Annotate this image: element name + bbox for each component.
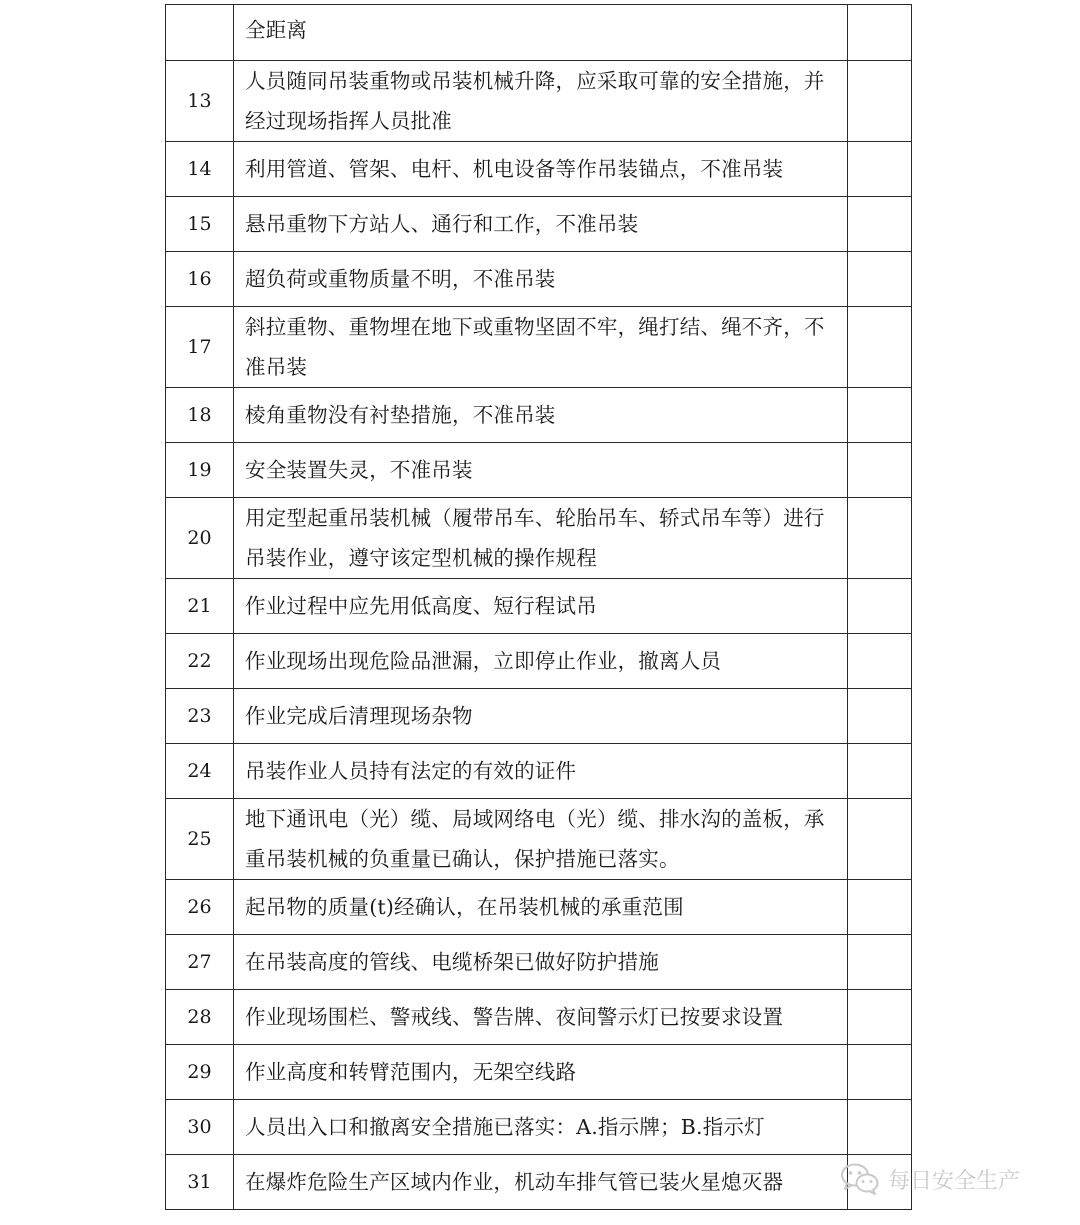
- row-check-cell: [848, 1045, 912, 1100]
- row-check-cell: [848, 197, 912, 252]
- row-item-text: 起吊物的质量(t)经确认，在吊装机械的承重范围: [234, 880, 848, 935]
- row-check-cell: [848, 5, 912, 61]
- table-row: [166, 142, 912, 197]
- row-number: 18: [166, 388, 234, 443]
- row-check-cell: [848, 307, 912, 388]
- row-number: 31: [166, 1155, 234, 1210]
- row-item-text: 在爆炸危险生产区域内作业，机动车排气管已装火星熄灭器: [234, 1155, 848, 1210]
- row-check-cell: [848, 252, 912, 307]
- checklist-table: [165, 4, 912, 1210]
- row-number: 20: [166, 498, 234, 579]
- row-item-text: 利用管道、管架、电杆、机电设备等作吊装锚点，不准吊装: [234, 142, 848, 197]
- row-item-text: 地下通讯电（光）缆、局域网络电（光）缆、排水沟的盖板，承重吊装机械的负重量已确认，保护措施已落实。: [234, 799, 848, 880]
- row-number: 13: [166, 61, 234, 142]
- row-item-text: 作业现场出现危险品泄漏，立即停止作业，撤离人员: [234, 634, 848, 689]
- row-item-text: 安全装置失灵，不准吊装: [234, 443, 848, 498]
- table-row: [166, 634, 912, 689]
- row-item-text: 作业完成后清理现场杂物: [234, 689, 848, 744]
- row-item-text: 棱角重物没有衬垫措施，不准吊装: [234, 388, 848, 443]
- row-check-cell: [848, 1100, 912, 1155]
- row-check-cell: [848, 634, 912, 689]
- row-number: 29: [166, 1045, 234, 1100]
- table-row: [166, 689, 912, 744]
- row-item-text: 悬吊重物下方站人、通行和工作，不准吊装: [234, 197, 848, 252]
- table-row: [166, 197, 912, 252]
- row-number: 16: [166, 252, 234, 307]
- row-number: 23: [166, 689, 234, 744]
- row-check-cell: [848, 689, 912, 744]
- row-check-cell: [848, 443, 912, 498]
- row-number: 27: [166, 935, 234, 990]
- table-row: [166, 498, 912, 579]
- table-row: [166, 443, 912, 498]
- row-item-text: 斜拉重物、重物埋在地下或重物坚固不牢，绳打结、绳不齐，不准吊装: [234, 307, 848, 388]
- row-item-text: 超负荷或重物质量不明，不准吊装: [234, 252, 848, 307]
- watermark: [840, 1158, 1020, 1200]
- row-number: 30: [166, 1100, 234, 1155]
- row-number: 17: [166, 307, 234, 388]
- row-check-cell: [848, 498, 912, 579]
- row-number: 25: [166, 799, 234, 880]
- row-check-cell: [848, 880, 912, 935]
- table-row: [166, 880, 912, 935]
- table-row: [166, 744, 912, 799]
- row-check-cell: [848, 388, 912, 443]
- table-row: [166, 388, 912, 443]
- table-row: [166, 252, 912, 307]
- table-row: [166, 799, 912, 880]
- row-item-text: 作业过程中应先用低高度、短行程试吊: [234, 579, 848, 634]
- table-row: [166, 1100, 912, 1155]
- row-number: 21: [166, 579, 234, 634]
- row-number: 14: [166, 142, 234, 197]
- row-check-cell: [848, 142, 912, 197]
- row-item-text: 作业现场围栏、警戒线、警告牌、夜间警示灯已按要求设置: [234, 990, 848, 1045]
- row-item-text: 作业高度和转臂范围内，无架空线路: [234, 1045, 848, 1100]
- table-row: [166, 579, 912, 634]
- table-row: [166, 1045, 912, 1100]
- table-row: [166, 935, 912, 990]
- row-number: 22: [166, 634, 234, 689]
- row-check-cell: [848, 61, 912, 142]
- row-number: 15: [166, 197, 234, 252]
- row-item-text: 在吊装高度的管线、电缆桥架已做好防护措施: [234, 935, 848, 990]
- row-check-cell: [848, 990, 912, 1045]
- row-item-text: 人员出入口和撤离安全措施已落实：A.指示牌；B.指示灯: [234, 1100, 848, 1155]
- row-number: 19: [166, 443, 234, 498]
- row-check-cell: [848, 744, 912, 799]
- row-number: [166, 5, 234, 61]
- row-number: 28: [166, 990, 234, 1045]
- watermark-text: 每日安全生产: [888, 1168, 1021, 1194]
- row-check-cell: [848, 579, 912, 634]
- row-item-text: 吊装作业人员持有法定的有效的证件: [234, 744, 848, 799]
- table-row: [166, 1155, 912, 1210]
- row-number: 26: [166, 880, 234, 935]
- table-row: [166, 307, 912, 388]
- table-row: [166, 5, 912, 61]
- wechat-icon: [840, 1162, 880, 1196]
- row-check-cell: [848, 935, 912, 990]
- row-check-cell: [848, 799, 912, 880]
- row-item-text: 全距离: [234, 5, 848, 61]
- table-row: [166, 61, 912, 142]
- row-number: 24: [166, 744, 234, 799]
- table-row: [166, 990, 912, 1045]
- row-item-text: 人员随同吊装重物或吊装机械升降，应采取可靠的安全措施，并经过现场指挥人员批准: [234, 61, 848, 142]
- row-item-text: 用定型起重吊装机械（履带吊车、轮胎吊车、轿式吊车等）进行吊装作业，遵守该定型机械的操作规程: [234, 498, 848, 579]
